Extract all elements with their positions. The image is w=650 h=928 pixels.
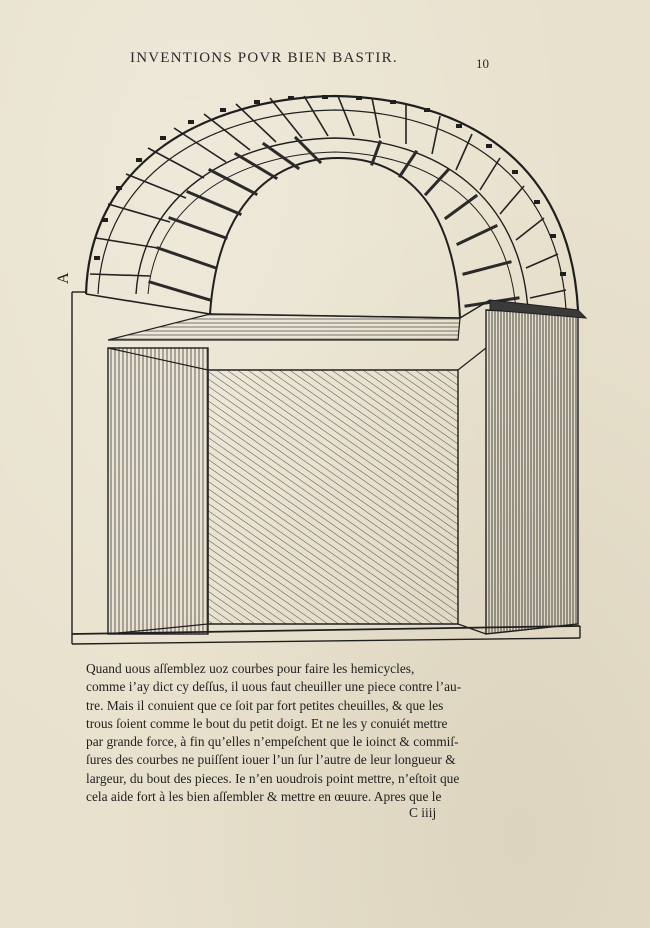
page-number: 10: [476, 56, 489, 71]
left-wall: [108, 348, 208, 634]
text-line: trous ſoient comme le bout du petit doigt. Et ne les y conuiét mettre: [86, 715, 448, 731]
text-line: Quand uous aſſemblez uoz courbes pour faire les hemicycles,: [86, 661, 415, 676]
woodcut-vault-illustration: [50, 78, 610, 658]
text-line: largeur, du bout des pieces. Ie n’en uoudrois point mettre, n’eſtoit que: [86, 770, 460, 786]
text-line: tre. Mais il conuient que ce ſoit par fort petites cheuilles, & que les: [86, 697, 444, 713]
text-line: par grande force, à fin qu’elles n’empeſchent que le ioinct & commiſ-: [86, 734, 459, 750]
right-wall: [486, 300, 586, 634]
signature-mark: C iiij: [409, 805, 437, 820]
running-title: INVENTIONS POVR BIEN BASTIR.: [130, 50, 398, 66]
text-line: ſures des courbes ne puiſſent iouer l’un ſur l’autre de leur longueur &: [86, 752, 456, 768]
plate-marker-letter: A: [55, 272, 72, 284]
body-paragraph: [86, 660, 506, 806]
vault-purlins: [150, 138, 518, 306]
text-line: cela aide fort à les bien aſſembler & mettre en œuure. Apres que le: [86, 789, 442, 805]
vault-ribs: [90, 96, 566, 298]
text-line: comme i’ay dict cy deſſus, il uous faut cheuiller une piece contre l’au-: [86, 679, 462, 695]
